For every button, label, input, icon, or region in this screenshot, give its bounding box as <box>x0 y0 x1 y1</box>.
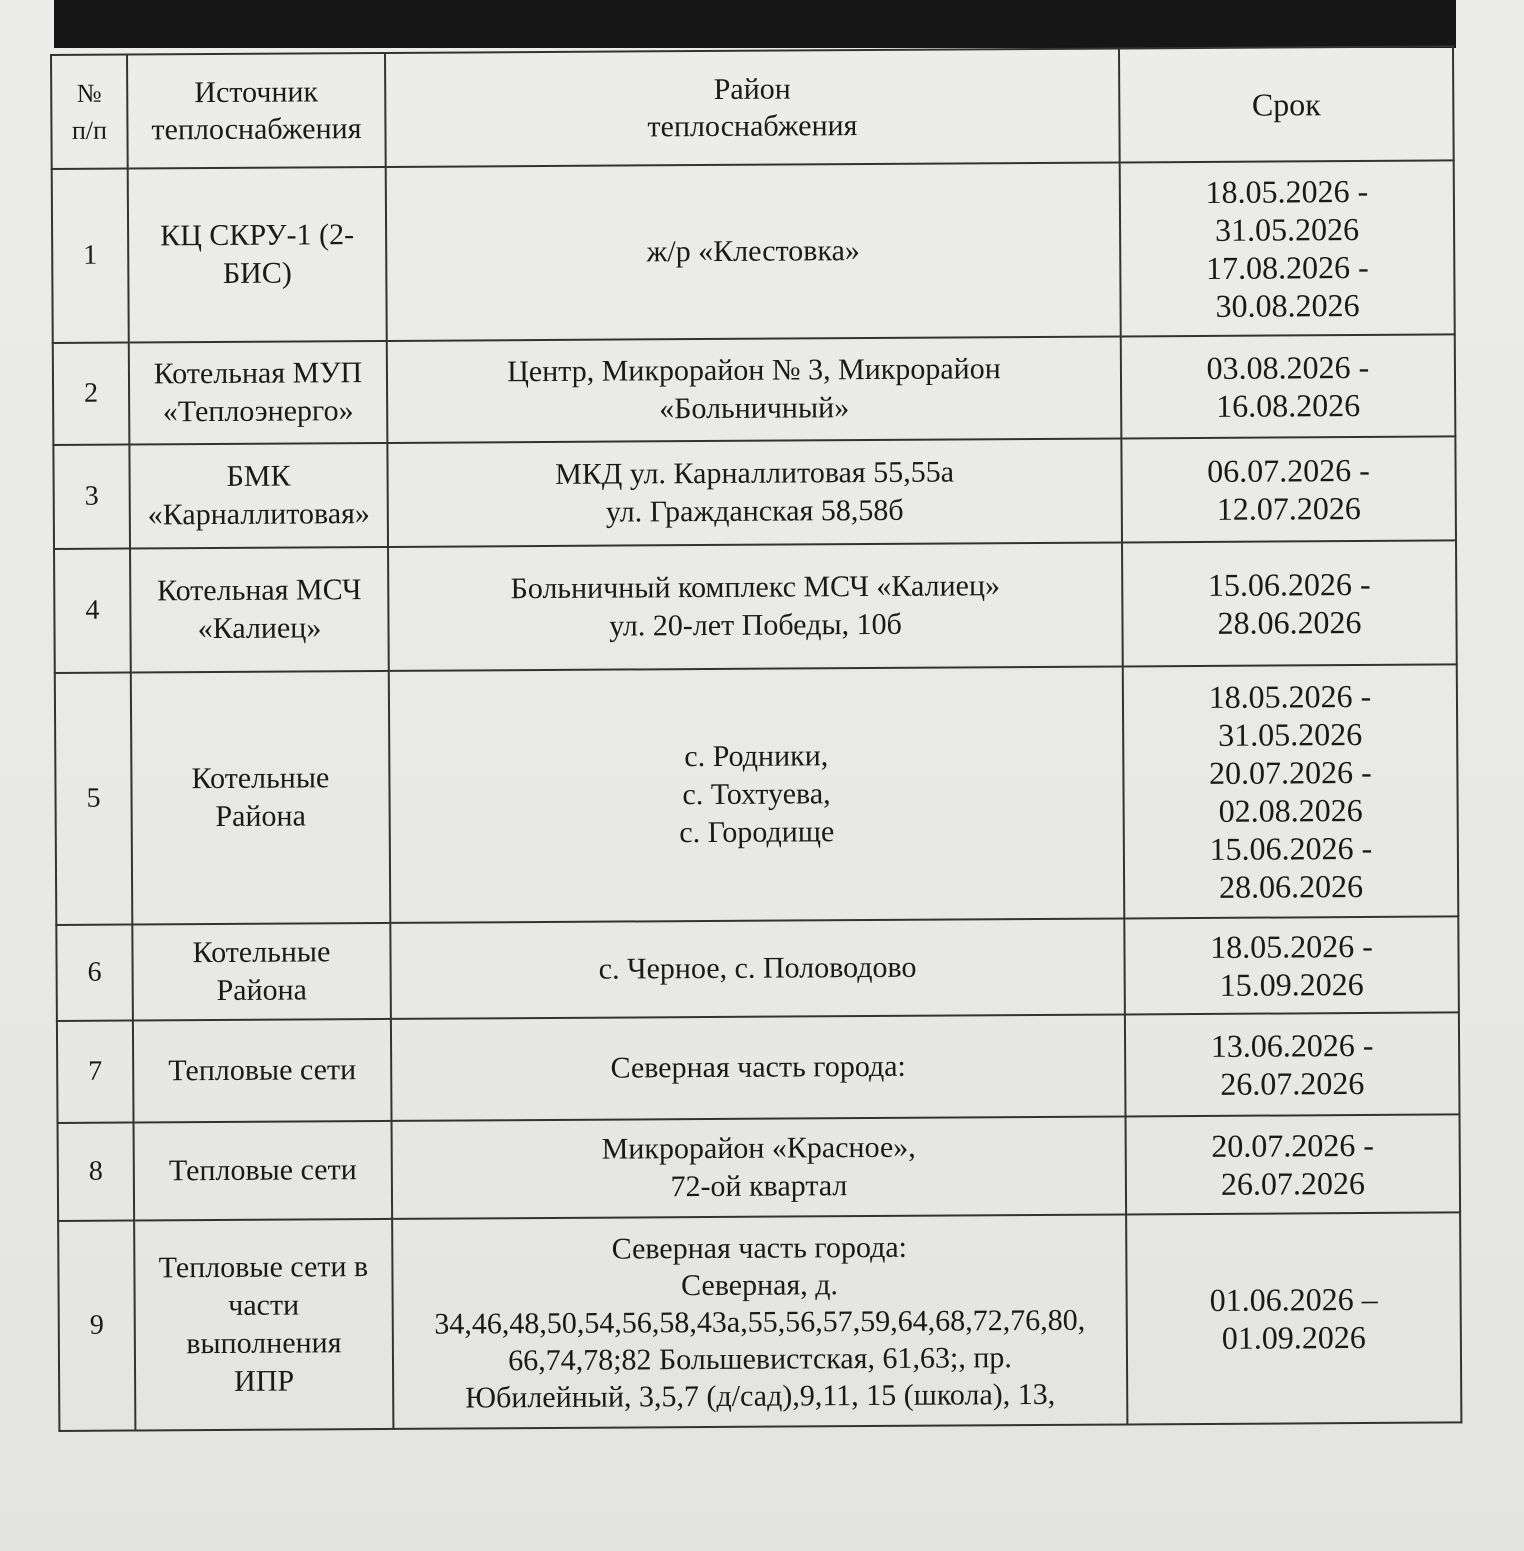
period-date-line: 02.08.2026 <box>1218 791 1363 829</box>
supply-area-cell <box>392 1116 1127 1218</box>
header-area-line: Район <box>713 72 791 106</box>
heat-source-cell <box>129 341 388 445</box>
period-date-line: 26.07.2026 <box>1220 1164 1366 1202</box>
period-date-line: 28.06.2026 <box>1218 867 1364 905</box>
row-number: 1 <box>52 169 129 343</box>
heat-source-line: Тепловые сети <box>168 1153 357 1188</box>
supply-area-line: с. Городище <box>679 815 835 850</box>
supply-area-line: 72-ой квартал <box>670 1169 848 1204</box>
period-date-line: 31.05.2026 <box>1218 715 1363 753</box>
supply-area-line: с. Тохтуева, <box>682 777 831 812</box>
heating-shutdown-schedule-table <box>50 45 1462 1432</box>
period-date-line: 20.07.2026 - <box>1211 1126 1375 1164</box>
period-date-line: 13.06.2026 - <box>1210 1026 1374 1064</box>
supply-area-line: Северная часть города: <box>611 1230 908 1266</box>
table-row <box>52 160 1455 343</box>
supply-area-line: с. Родники, <box>684 739 829 774</box>
header-source <box>127 53 386 169</box>
period-date-line: 20.07.2026 - <box>1208 753 1372 791</box>
supply-area-line: с. Черное, с. Половодово <box>598 950 917 986</box>
period-date-line: 18.05.2026 - <box>1210 927 1373 965</box>
period-date-line: 15.06.2026 - <box>1207 565 1371 603</box>
table-row <box>56 916 1459 1021</box>
period-cell <box>1124 916 1459 1014</box>
dark-top-band <box>54 0 1456 48</box>
heat-source-line: Района <box>216 973 308 1008</box>
supply-area-cell <box>387 336 1122 442</box>
supply-area-line: 34,46,48,50,54,56,58,43а,55,56,57,59,64,68,72,76,80, <box>434 1303 1086 1341</box>
heat-source-line: «Теплоэнерго» <box>162 394 354 429</box>
header-date: Срок <box>1119 46 1454 162</box>
table-header-row <box>51 46 1454 169</box>
period-date-line: 03.08.2026 - <box>1206 348 1370 386</box>
heat-source-line: «Карналлитовая» <box>147 497 370 532</box>
period-date-line: 15.09.2026 <box>1219 965 1364 1003</box>
heat-source-line: Котельные <box>192 935 331 970</box>
header-number <box>51 55 128 169</box>
header-area-line: теплоснабжения <box>647 109 858 144</box>
table-row <box>54 540 1457 673</box>
table-row <box>58 1114 1461 1221</box>
period-date-line: 26.07.2026 <box>1220 1064 1365 1102</box>
period-date-line: 15.06.2026 - <box>1209 829 1373 867</box>
heat-source-line: Тепловые сети в <box>158 1250 369 1285</box>
header-number-line: № <box>76 78 102 108</box>
row-number: 8 <box>58 1123 135 1221</box>
heat-source-line: ИПР <box>233 1364 295 1398</box>
heat-source-cell <box>134 1121 393 1221</box>
supply-area-cell <box>387 438 1122 546</box>
table-row <box>53 334 1456 445</box>
supply-area-cell <box>390 918 1125 1018</box>
supply-area-line: Юбилейный, 3,5,7 (д/сад),9,11, 15 (школа), 13, <box>465 1377 1056 1414</box>
heat-source-cell <box>134 1219 393 1431</box>
supply-area-line: ул. Гражданская 58,58б <box>605 493 904 529</box>
period-date-line: 01.06.2026 – <box>1209 1280 1378 1318</box>
period-cell <box>1121 436 1456 542</box>
period-cell <box>1122 540 1457 666</box>
period-cell <box>1125 1012 1460 1116</box>
period-date-line: 18.05.2026 - <box>1205 172 1369 210</box>
supply-area-line: Северная часть города: <box>610 1049 906 1085</box>
supply-area-cell <box>391 1014 1126 1120</box>
period-cell <box>1120 160 1455 336</box>
heat-source-line: Котельные <box>191 761 330 796</box>
supply-area-line: «Больничный» <box>659 391 850 426</box>
heat-source-line: БМК <box>226 459 291 493</box>
heat-source-line: КЦ СКРУ-1 (2- <box>160 218 355 253</box>
supply-area-line: МКД ул. Карналлитовая 55,55а <box>555 455 955 491</box>
table-body <box>52 160 1462 1431</box>
period-date-line: 12.07.2026 <box>1216 490 1361 527</box>
heat-source-line: Района <box>215 799 306 834</box>
header-number-line: п/п <box>71 115 108 145</box>
row-number: 4 <box>54 549 131 673</box>
period-date-line: 30.08.2026 <box>1215 287 1360 324</box>
period-date-line: 06.07.2026 - <box>1207 451 1371 489</box>
heat-source-line: «Калиец» <box>197 611 322 646</box>
supply-area-line: Микрорайон «Красное», <box>601 1130 916 1166</box>
row-number: 9 <box>58 1221 135 1431</box>
heat-source-line: БИС) <box>222 256 292 290</box>
supply-area-cell <box>386 162 1121 340</box>
period-date-line: 16.08.2026 <box>1216 387 1361 424</box>
supply-area-line: Центр, Микрорайон № 3, Микрорайон <box>507 352 1001 389</box>
heat-source-cell <box>128 167 387 343</box>
supply-area-line: 66,74,78;82 Большевистская, 61,63;, пр. <box>508 1340 1012 1377</box>
table-row <box>55 664 1459 925</box>
heat-source-cell <box>131 671 391 925</box>
supply-area-cell <box>388 542 1123 670</box>
heat-source-line: Тепловые сети <box>168 1053 357 1088</box>
header-source-line: Источник <box>194 75 319 110</box>
supply-area-cell <box>389 666 1125 922</box>
period-date-line: 18.05.2026 - <box>1208 677 1372 715</box>
period-date-line: 28.06.2026 <box>1217 603 1362 641</box>
row-number: 3 <box>53 445 130 549</box>
heat-source-line: Котельная МСЧ <box>157 573 362 608</box>
period-date-line: 31.05.2026 <box>1214 211 1360 248</box>
heat-source-cell <box>132 923 391 1021</box>
supply-area-line: Северная, д. <box>680 1267 839 1302</box>
heat-source-cell <box>133 1019 392 1123</box>
heat-source-line: Котельная МУП <box>153 356 363 391</box>
period-cell <box>1123 664 1459 918</box>
supply-area-line: ул. 20-лет Победы, 10б <box>609 607 902 643</box>
heat-source-line: выполнения <box>186 1326 342 1361</box>
table-row <box>57 1012 1460 1123</box>
row-number: 2 <box>53 343 130 445</box>
heat-source-cell <box>129 443 388 549</box>
period-date-line: 17.08.2026 - <box>1205 248 1369 286</box>
period-cell <box>1126 1212 1461 1424</box>
row-number: 6 <box>56 925 133 1021</box>
supply-area-cell <box>392 1214 1127 1428</box>
period-cell <box>1121 334 1456 438</box>
period-cell <box>1126 1114 1461 1214</box>
table-row <box>58 1212 1461 1431</box>
header-area <box>385 48 1120 166</box>
header-source-line: теплоснабжения <box>151 112 362 147</box>
row-number: 7 <box>57 1021 134 1123</box>
period-date-line: 01.09.2026 <box>1221 1318 1366 1356</box>
row-number: 5 <box>55 673 133 925</box>
supply-area-line: ж/р «Клестовка» <box>646 234 860 269</box>
heat-source-line: части <box>228 1288 300 1322</box>
supply-area-line: Больничный комплекс МСЧ «Калиец» <box>510 569 1001 606</box>
table-row <box>53 436 1456 549</box>
heat-source-cell <box>130 547 389 673</box>
